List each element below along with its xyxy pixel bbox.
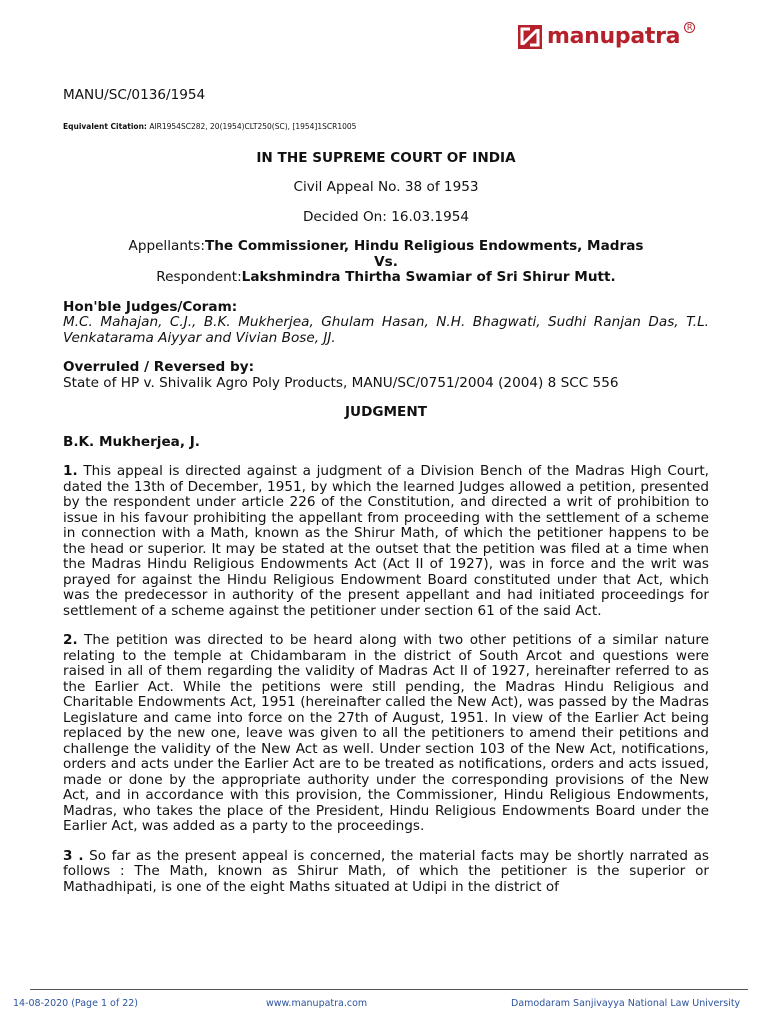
overruled-citation: State of HP v. Shivalik Agro Poly Products, MANU/SC/0751/2004 (2004) 8 SCC 556 xyxy=(63,374,619,391)
appellants-label: Appellants: xyxy=(128,238,205,254)
case-number: Civil Appeal No. 38 of 1953 xyxy=(293,179,479,195)
judgment-heading: JUDGMENT xyxy=(344,404,427,420)
paragraph-text: This appeal is directed against a judgment of a Division Bench of the Madras High Court, dated the 13th of December, 1951, by which the learned Judges allowed a petition, presented by the respondent under article 226 of the Constitution, and directed a writ of prohibition to issue in his favour prohibiting the appellant from proceeding with the settlement of a scheme in connection with a Math, known as the Shirur Math, of which the petitioner happens to be the head or superior. It may be stated at the outset that the petition was filed at a time when the Madras Hindu Religious Endowments Act (Act II of 1927), was in force and the writ was prayed for against the Hindu Religious Endowment Board constituted under that Act, which was the predecessor in authority of the present appellant and had initiated proceedings for settlement of a scheme against the petitioner under section 61 of the said Act. xyxy=(63,463,709,619)
footer-institution: Damodaram Sanjivayya National Law University xyxy=(511,998,741,1009)
brand-name: manupatra xyxy=(547,24,681,49)
paragraph-1 xyxy=(63,464,709,619)
paragraph-number: 2. xyxy=(63,632,78,648)
respondent-label: Respondent: xyxy=(156,269,242,285)
paragraph-2 xyxy=(63,633,709,835)
court-name: IN THE SUPREME COURT OF INDIA xyxy=(256,149,516,166)
registered-mark: R xyxy=(684,22,695,33)
versus: Vs. xyxy=(374,253,398,270)
judges-list: M.C. Mahajan, C.J., B.K. Mukherjea, Ghulam Hasan, N.H. Bhagwati, Sudhi Ranjan Das, T.L. Venkatarama Aiyyar and Vivian Bose, JJ. xyxy=(63,314,709,346)
footer-website-link[interactable]: www.manupatra.com xyxy=(266,998,368,1009)
paragraph-text: So far as the present appeal is concerned, the material facts may be shortly narrated as follows : The Math, known as Shirur Math, of which the petitioner is the superior or Mathadhipati, is one of the eight Maths situated at Udipi in the district of xyxy=(63,847,710,895)
respondent-name: Lakshmindra Thirtha Swamiar of Sri Shirur Mutt. xyxy=(241,269,616,285)
appellants-name: The Commissioner, Hindu Religious Endowments, Madras xyxy=(204,238,644,254)
judgment-author: B.K. Mukherjea, J. xyxy=(63,433,200,450)
footer-divider xyxy=(30,989,748,990)
decided-date: Decided On: 16.03.1954 xyxy=(302,208,470,225)
equivalent-citation xyxy=(63,122,709,132)
overruled-heading: Overruled / Reversed by: xyxy=(63,359,255,375)
paragraph-number: 1. xyxy=(63,463,78,479)
manu-citation-id: MANU/SC/0136/1954 xyxy=(63,87,206,103)
paragraph-number: 3 . xyxy=(63,847,84,864)
parties xyxy=(63,239,709,286)
footer-page-info: 14-08-2020 (Page 1 of 22) xyxy=(13,998,138,1009)
document-body xyxy=(63,88,709,895)
manupatra-logo-icon xyxy=(518,25,542,49)
manupatra-logo xyxy=(518,23,693,49)
equivalent-citation-label: Equivalent Citation: xyxy=(63,121,147,131)
equivalent-citation-value: AIR1954SC282, 20(1954)CLT250(SC), [1954]1SCR1005 xyxy=(149,121,357,131)
paragraph-text: The petition was directed to be heard along with two other petitions of a similar nature relating to the temple at Chidambaram in the district of South Arcot and questions were raised in all of them regarding the validity of Madras Act II of 1927, hereinafter referred to as the Earlier Act. While the petitions were still pending, the Madras Hindu Religious and Charitable Endowments Act, 1951 (hereinafter called the New Act), was passed by the Madras Legislature and came into force on the 27th of August, 1951. In view of the Earlier Act being replaced by the new one, leave was given to all the petitioners to amend their petitions and challenge the validity of the New Act as well. Under section 103 of the New Act, notifications, orders and acts under the Earlier Act are to be treated as notifications, orders and acts issued, made or done by the appropriate authority under the corresponding provisions of the New Act, and in accordance with this provision, the Commissioner, Hindu Religious Endowments, Madras, who takes the place of the President, Hindu Religious Endowments Board under the Earlier Act, was added as a party to the proceedings. xyxy=(63,632,709,834)
paragraph-3 xyxy=(63,849,709,896)
judges-heading: Hon'ble Judges/Coram: xyxy=(63,298,238,315)
